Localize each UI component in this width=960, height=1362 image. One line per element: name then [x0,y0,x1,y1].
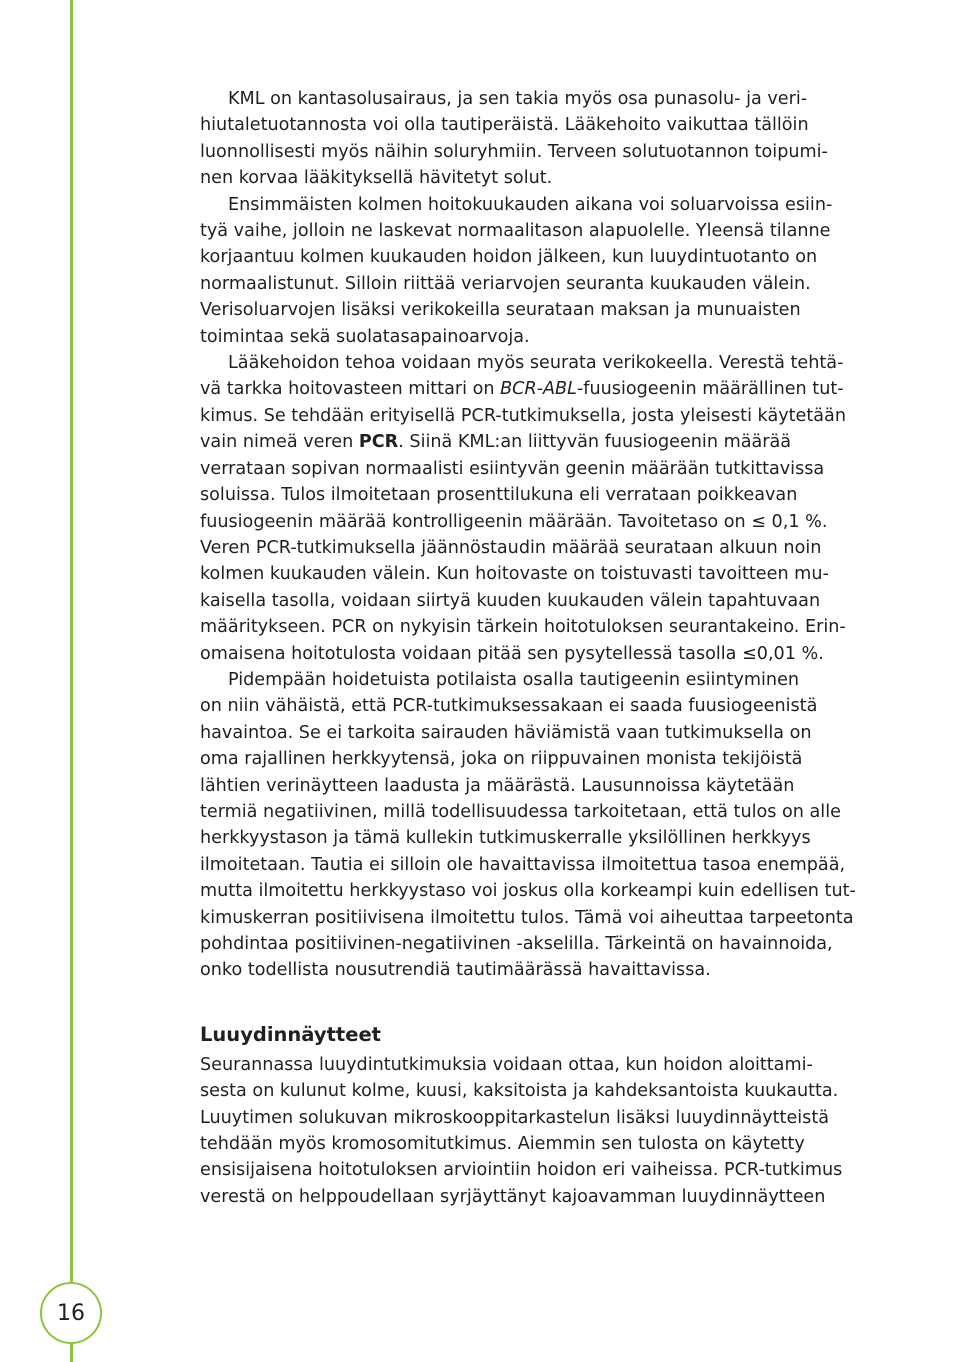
paragraph-bone-marrow [200,1052,890,1210]
text-run: vä tarkka hoitovasteen mittari on [200,379,501,400]
text-line: havaintoa. Se ei tarkoita sairauden häviämistä vaan tutkimuksella on [200,722,812,743]
text-line: ensisijaisena hoitotuloksen arviointiin hoidon eri vaiheissa. PCR-tutkimus [200,1160,843,1181]
pcr-term: PCR [358,432,399,453]
text-line: ilmoitetaan. Tautia ei silloin ole havaittavissa ilmoitettua tasoa enempää, [200,854,846,875]
text-line: kolmen kuukauden välein. Kun hoitovaste on toistuvasti tavoitteen mu- [200,564,829,585]
text-line: Verisoluarvojen lisäksi verikokeilla seurataan maksan ja munuaisten [200,300,801,321]
paragraph-pcr [200,350,890,667]
paragraph-first-months [200,192,890,350]
section-heading: Luuydinnäytteet [200,1022,381,1046]
page-content [200,86,890,1210]
text-run: . Siinä KML:an liittyvän fuusiogeenin määrää [398,432,792,453]
text-line: sesta on kulunut kolme, kuusi, kaksitoista ja kahdeksantoista kuukautta. [200,1081,839,1102]
gene-name: BCR-ABL [500,379,577,400]
text-line: soluissa. Tulos ilmoitetaan prosenttilukuna eli verrataan poikkeavan [200,485,798,506]
text-line: hiutaletuotannosta voi olla tautiperäistä. Lääkehoito vaikuttaa tällöin [200,115,809,136]
text-line: luonnollisesti myös näihin soluryhmiin. Terveen solutuotannon toipumi- [200,141,828,162]
text-line: määritykseen. PCR on nykyisin tärkein hoitotuloksen seurantakeino. Erin- [200,617,846,638]
page-number: 16 [57,1300,85,1326]
text-line: Seurannassa luuydintutkimuksia voidaan ottaa, kun hoidon aloittami- [200,1054,813,1075]
text-line: Lääkehoidon tehoa voidaan myös seurata verikokeella. Verestä tehtä- [228,353,844,374]
text-line: pohdintaa positiivinen-negatiivinen -akselilla. Tärkeintä on havainnoida, [200,934,833,954]
text-line: omaisena hoitotulosta voidaan pitää sen pysytellessä tasolla ≤0,01 %. [200,643,824,664]
paragraph-kml-intro [200,86,890,192]
text-run: -fuusiogeenin määrällinen tut- [576,379,844,400]
text-line: kimuskerran positiivisena ilmoitettu tulos. Tämä voi aiheuttaa tarpeetonta [200,907,854,928]
text-run: vain nimeä veren [200,432,359,453]
text-line: herkkyystason ja tämä kullekin tutkimuskerralle yksilöllinen herkkyys [200,828,811,849]
text-line: nen korvaa lääkityksellä hävitetyt solut. [200,168,553,189]
text-line: tyä vaihe, jolloin ne laskevat normaalitason alapuolelle. Yleensä tilanne [200,221,831,242]
side-rule [70,0,73,1362]
text-line: on niin vähäistä, että PCR-tutkimuksessakaan ei saada fuusiogeenistä [200,696,818,717]
text-line: toimintaa sekä suolatasapainoarvoja. [200,326,530,347]
text-line: fuusiogeenin määrää kontrolligeenin määrään. Tavoitetaso on ≤ 0,1 %. [200,511,828,532]
paragraph-long-term [200,667,890,984]
text-line: kimus. Se tehdään erityisellä PCR-tutkimuksella, josta yleisesti käytetään [200,405,846,426]
page-number-badge [40,1282,102,1344]
text-line: normaalistunut. Silloin riittää veriarvojen seuranta kuukauden välein. [200,273,811,294]
text-line: Luuytimen solukuvan mikroskooppitarkastelun lisäksi luuydinnäytteistä [200,1107,830,1128]
text-line: onko todellista nousutrendiä tautimäärässä havaittavissa. [200,960,711,981]
text-line [200,429,890,455]
text-line: lähtien verinäytteen laadusta ja määrästä. Lausunnoissa käytetään [200,775,795,796]
text-line: termiä negatiivinen, millä todellisuudessa tarkoitetaan, että tulos on alle [200,801,841,822]
text-line: Veren PCR-tutkimuksella jäännöstaudin määrää seurataan alkuun noin [200,537,822,558]
text-line: Pidempään hoidetuista potilaista osalla tautigeenin esiintyminen [228,669,800,690]
text-line: verestä on helppoudellaan syrjäyttänyt kajoavamman luuydinnäytteen [200,1186,826,1207]
text-line: mutta ilmoitettu herkkyystaso voi joskus olla korkeampi kuin edellisen tut- [200,881,856,902]
text-line: verrataan sopivan normaalisti esiintyvän geenin määrään tutkittavissa [200,458,825,479]
text-line [200,376,890,402]
text-line: kaisella tasolla, voidaan siirtyä kuuden kuukauden välein tapahtuvaan [200,590,821,611]
text-line: korjaantuu kolmen kuukauden hoidon jälkeen, kun luuydintuotanto on [200,247,818,268]
text-line: KML on kantasolusairaus, ja sen takia myös osa punasolu- ja veri- [228,89,808,109]
text-line: oma rajallinen herkkyytensä, joka on riippuvainen monista tekijöistä [200,749,803,770]
text-line: Ensimmäisten kolmen hoitokuukauden aikana voi soluarvoissa esiin- [228,194,833,215]
text-line: tehdään myös kromosomitutkimus. Aiemmin sen tulosta on käytetty [200,1134,805,1155]
